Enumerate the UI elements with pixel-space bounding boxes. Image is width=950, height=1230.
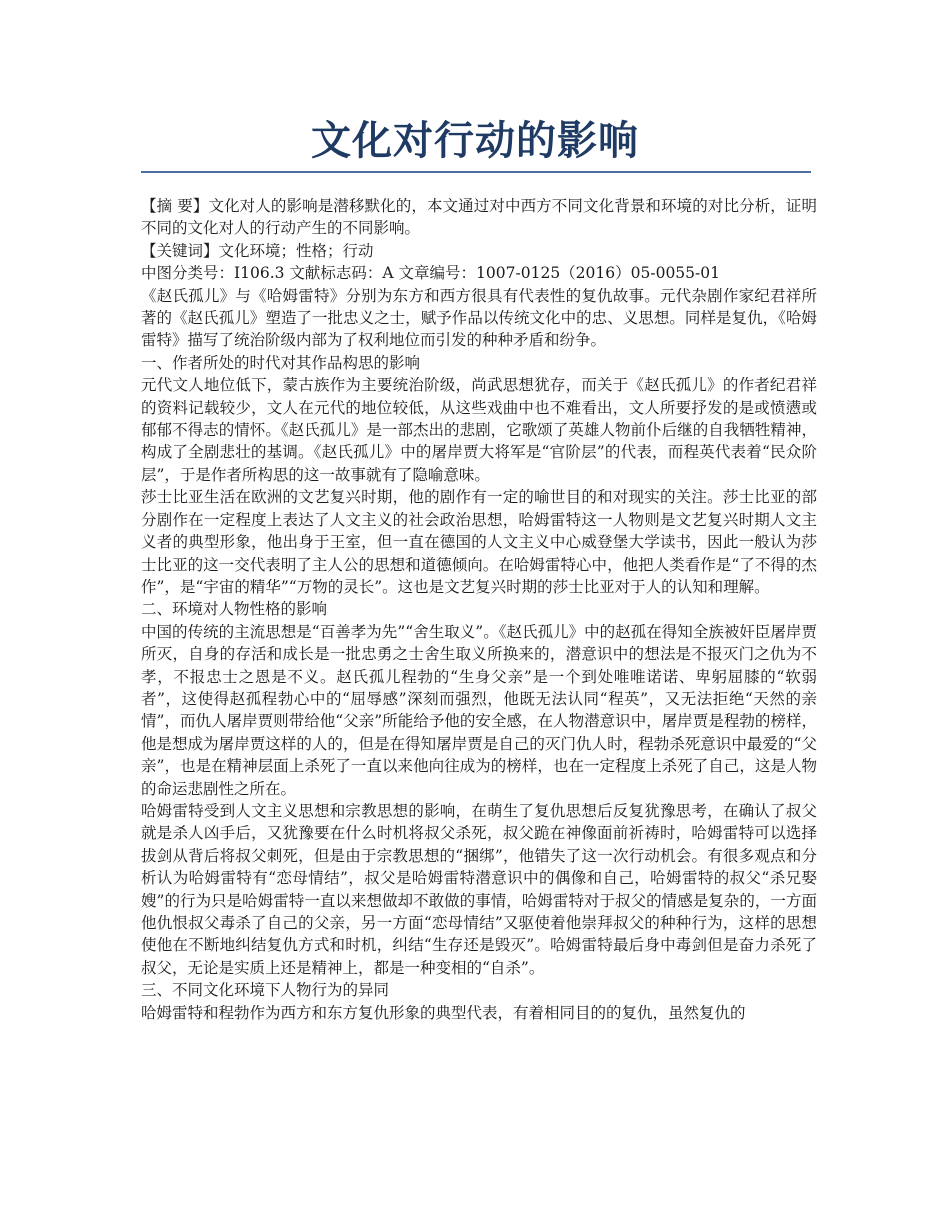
keywords: 【关键词】文化环境；性格；行动 [141,241,374,260]
intro-paragraph: 《赵氏孤儿》与《哈姆雷特》分别为东方和西方很具有代表性的复仇故事。元代杂剧作家纪君祥所著的《赵氏孤儿》塑造了一批忠义之士，赋予作品以传统文化中的忠、义思想。同样是复仇，《哈姆雷特》描写了统治阶级内部为了权利地位而引发的种种矛盾和纷争。 [141,286,817,350]
section-2-heading: 二、环境对人物性格的影响 [141,600,328,619]
section-1-heading: 一、作者所处的时代对其作品构思的影响 [141,353,421,372]
section-3-heading: 三、不同文化环境下人物行为的异同 [141,981,390,1000]
document-title: 文化对行动的影响 [311,118,639,164]
title-divider [141,171,811,173]
section-1-paragraph-2: 莎士比亚生活在欧洲的文艺复兴时期，他的剧作有一定的喻世目的和对现实的关注。莎士比亚的部分剧作在一定程度上表达了人文主义的社会政治思想，哈姆雷特这一人物则是文艺复兴时期人文主义者的典型形象，他出身于王室，但一直在德国的人文主义中心威登堡大学读书，因此一般认为莎士比亚的这一交代表明了主人公的思想和道德倾向。在哈姆雷特心中，他把人类看作是“了不得的杰作”，是“宇宙的精华”“万物的灵长”。这也是文艺复兴时期的莎士比亚对于人的认知和理解。 [141,488,817,596]
section-2-paragraph-2: 哈姆雷特受到人文主义思想和宗教思想的影响，在萌生了复仇思想后反复犹豫思考，在确认了叔父就是杀人凶手后，又犹豫要在什么时机将叔父杀死，叔父跪在神像面前祈祷时，哈姆雷特可以选择拔剑从背后将叔父刺死，但是由于宗教思想的“捆绑”，他错失了这一次行动机会。有很多观点和分析认为哈姆雷特有“恋母情结”，叔父是哈姆雷特潜意识中的偶像和自己，哈姆雷特的叔父“杀兄娶嫂”的行为只是哈姆雷特一直以来想做却不敢做的事情，哈姆雷特对于叔父的情感是复杂的，一方面他仇恨叔父毒杀了自己的父亲，另一方面“恋母情结”又驱使着他崇拜叔父的种种行为，这样的思想使他在不断地纠结复仇方式和时机，纠结“生存还是毁灭”。哈姆雷特最后身中毒剑但是奋力杀死了叔父，无论是实质上还是精神上，都是一种变相的“自杀”。 [141,801,817,977]
section-3-paragraph-1: 哈姆雷特和程勃作为西方和东方复仇形象的典型代表，有着相同目的的复仇，虽然复仇的 [141,1003,746,1022]
classification-line: 中图分类号：I106.3 文献标志码：A 文章编号：1007-0125（2016）05-0055-01 [141,264,720,283]
section-1-paragraph-1: 元代文人地位低下，蒙古族作为主要统治阶级，尚武思想犹存，而关于《赵氏孤儿》的作者纪君祥的资料记载较少，文人在元代的地位较低，从这些戏曲中也不难看出，文人所要抒发的是或愤懑或郁郁不得志的情怀。《赵氏孤儿》是一部杰出的悲剧，它歌颂了英雄人物前仆后继的自我牺牲精神，构成了全剧悲壮的基调。《赵氏孤儿》中的屠岸贾大将军是“官阶层”的代表，而程英代表着“民众阶层”，于是作者所构思的这一故事就有了隐喻意味。 [141,376,817,484]
document-body [141,195,817,1024]
section-2-paragraph-1: 中国的传统的主流思想是“百善孝为先”“舍生取义”。《赵氏孤儿》中的赵孤在得知全族被奸臣屠岸贾所灭，自身的存活和成长是一批忠勇之士舍生取义所换来的，潜意识中的想法是不报灭门之仇为不孝，不报忠士之恩是不义。赵氏孤儿程勃的“生身父亲”是一个到处唯唯诺诺、卑躬屈膝的“软弱者”，这使得赵孤程勃心中的“屈辱感”深刻而强烈，他既无法认同“程英”，又无法拒绝“天然的亲情”，而仇人屠岸贾则带给他“父亲”所能给予他的安全感，在人物潜意识中，屠岸贾是程勃的榜样，他是想成为屠岸贾这样的人的，但是在得知屠岸贾是自己的灭门仇人时，程勃杀死意识中最爱的“父亲”，也是在精神层面上杀死了一直以来他向往成为的榜样，也在一定程度上杀死了自己，这是人物的命运悲剧性之所在。 [141,622,817,798]
abstract: 【摘 要】文化对人的影响是潜移默化的，本文通过对中西方不同文化背景和环境的对比分析，证明不同的文化对人的行动产生的不同影响。 [141,197,817,238]
